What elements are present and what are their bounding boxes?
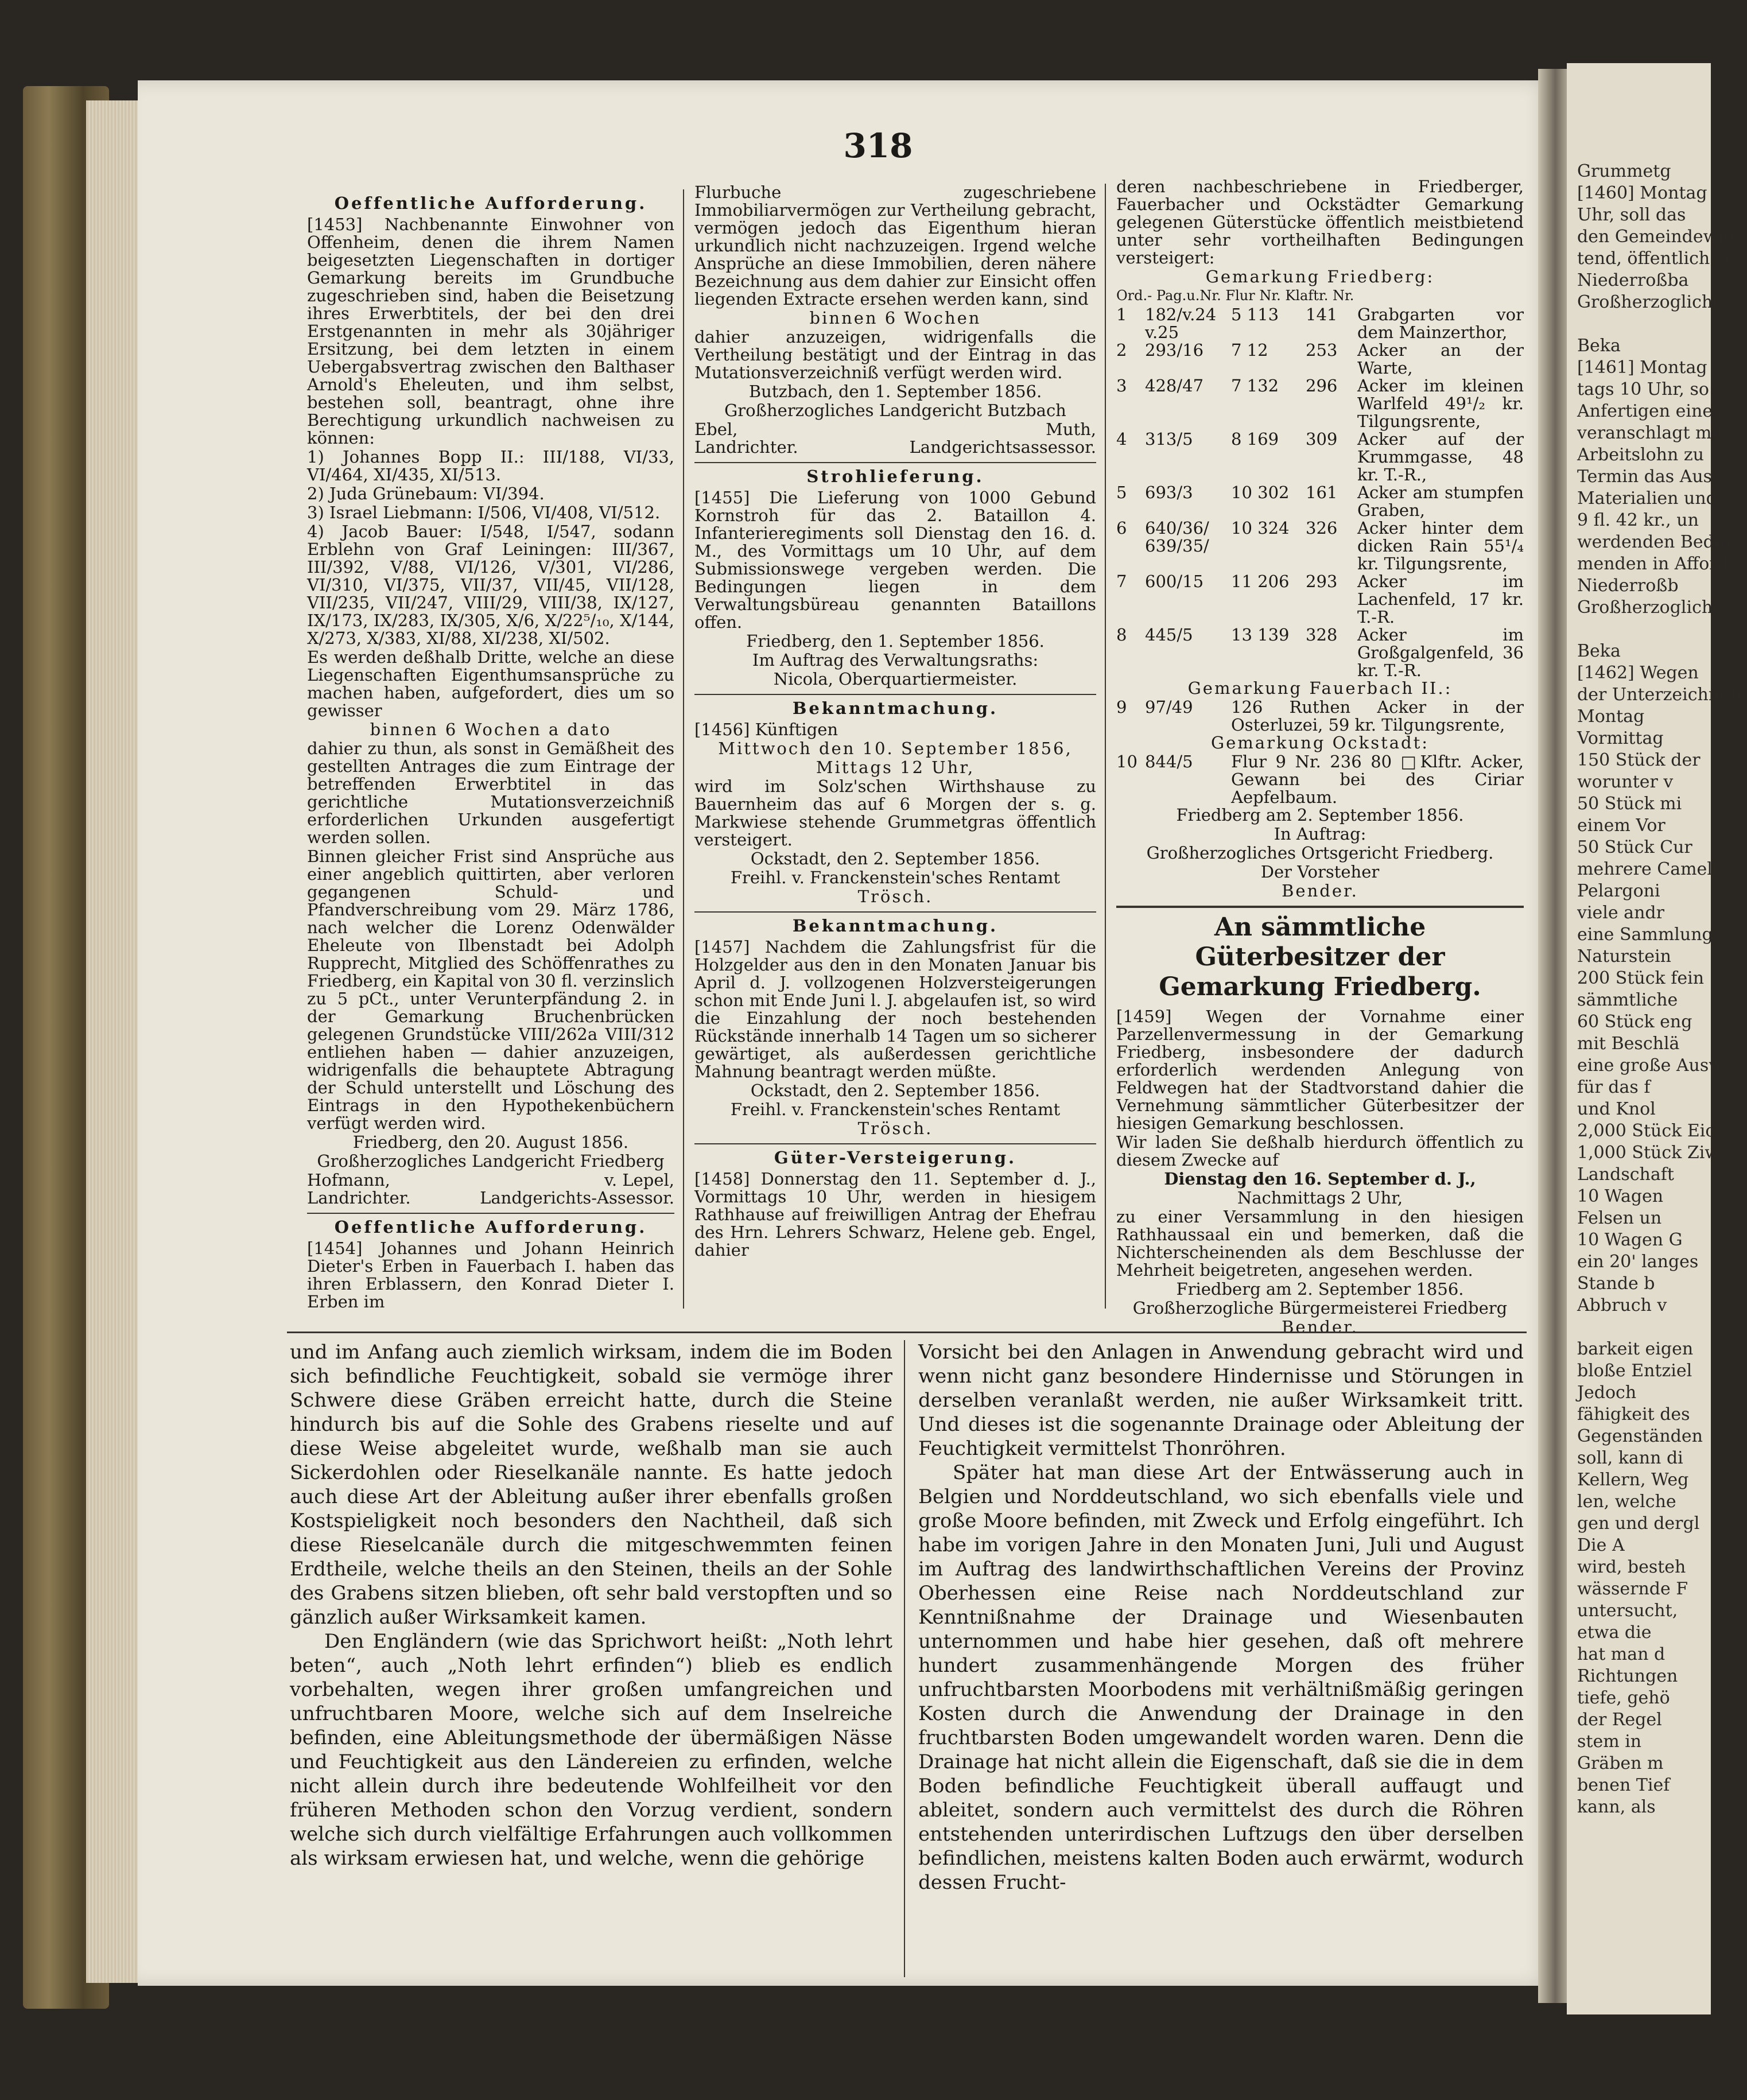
facing-page-line: Großherzogliche xyxy=(1577,597,1723,618)
parcel-nr: 10 xyxy=(1116,752,1138,771)
table-header: Ord.- Pag.u.Nr. Flur Nr. Klaftr. Nr. xyxy=(1116,288,1354,304)
parcel-klaftr: 309 xyxy=(1306,429,1338,449)
column-divider-2 xyxy=(1105,184,1106,1309)
notice-1456-d: wird im Solz'schen Wirthshause zu Bauernheim das auf 6 Morgen der s. g. Markwiese stehende Grummetgras öffentlich versteigert. xyxy=(694,777,1096,849)
parcel-desc: Acker im kleinen Warlfeld 49¹/₂ kr. Tilgungsrente, xyxy=(1357,376,1524,431)
facing-page-line: Beka xyxy=(1577,336,1621,356)
notice-1453-item-2: 2) Juda Grünebaum: VI/394. xyxy=(307,484,545,503)
parcel-flur: 13 139 xyxy=(1231,625,1290,645)
notice-1458-text: [1458] Donnerstag den 11. September d. J., Vormittags 10 Uhr, werden in hiesigem Rathhause auf freiwilligen Antrag der Ehefrau des Hrn. Lehrers Schwarz, Helene geb. Engel, dahier xyxy=(694,1169,1096,1260)
parcel-klaftr: 293 xyxy=(1306,572,1338,591)
facing-page-line: mehrere Camell xyxy=(1577,859,1718,879)
notice-1454-deadline: binnen 6 Wochen xyxy=(809,308,981,328)
facing-page-line: der Unterzeichnete xyxy=(1577,685,1747,705)
facing-page-line: werdenden Bedin xyxy=(1577,532,1731,552)
facing-page-line: Uhr, soll das xyxy=(1577,205,1686,225)
facing-page-line: Gräben m xyxy=(1577,1753,1664,1773)
title-assessor: Landgerichts-Assessor. xyxy=(480,1188,674,1208)
notice-1458-vorsteher: Der Vorsteher xyxy=(1260,862,1380,882)
notice-1459-signer: Bender. xyxy=(1282,1317,1358,1337)
section-divider xyxy=(287,1332,1527,1333)
parcel-row xyxy=(1116,377,1524,430)
column-2 xyxy=(694,184,1096,1309)
facing-page-line: 200 Stück fein xyxy=(1577,968,1705,988)
parcel-pag: 182/v.24 v.25 xyxy=(1145,305,1217,342)
facing-page-line: gen und dergl xyxy=(1577,1513,1700,1534)
notice-1456-date: Ockstadt, den 2. September 1856. xyxy=(750,849,1041,868)
facing-page-line: tiefe, gehö xyxy=(1577,1688,1670,1708)
parcel-klaftr: 253 xyxy=(1306,340,1338,360)
facing-page-line: viele andr xyxy=(1577,903,1664,923)
divider xyxy=(694,462,1096,463)
facing-page-line xyxy=(1567,619,1711,641)
notice-heading-1458: Güter-Versteigerung. xyxy=(774,1148,1017,1167)
facing-page-line: und Knol xyxy=(1577,1099,1656,1119)
parcel-flur: 11 206 xyxy=(1231,572,1290,591)
parcel-row-10 xyxy=(1116,753,1524,806)
notice-1454-court: Großherzogliches Landgericht Butzbach xyxy=(724,401,1066,420)
title-assessor-2: Landgerichtsassessor. xyxy=(909,437,1096,457)
facing-page-line: etwa die xyxy=(1577,1622,1652,1643)
parcel-pag: 600/15 xyxy=(1145,572,1204,591)
notice-1455-auftrag: Im Auftrag des Verwaltungsraths: xyxy=(752,650,1039,670)
parcel-pag: 844/5 xyxy=(1145,752,1193,771)
notice-1458-auftrag: In Auftrag: xyxy=(1274,824,1366,844)
facing-page-line: 150 Stück der xyxy=(1577,750,1701,770)
notice-1454-signatures xyxy=(694,421,1096,438)
parcel-desc: Acker an der Warte, xyxy=(1357,340,1524,378)
parcel-klaftr: 326 xyxy=(1306,518,1338,538)
notice-1456-a: [1456] Künftigen xyxy=(694,720,838,739)
parcel-pag: 313/5 xyxy=(1145,429,1193,449)
notice-heading-1455: Strohlieferung. xyxy=(806,467,984,486)
notice-1453-signatures xyxy=(307,1171,674,1189)
facing-page-line: eine große Ausw xyxy=(1577,1055,1723,1076)
facing-page-line: Pelargoni xyxy=(1577,881,1660,901)
column-3 xyxy=(1116,177,1524,1337)
facing-page-line: soll, kann di xyxy=(1577,1448,1683,1468)
parcel-flur: 10 302 xyxy=(1231,483,1290,502)
article-column-divider xyxy=(904,1340,905,1977)
facing-page-line: Materialien und xyxy=(1577,488,1717,508)
notice-1455-date: Friedberg, den 1. September 1856. xyxy=(746,631,1045,651)
notice-1453-titles xyxy=(307,1189,674,1207)
facing-page-line: 50 Stück Cur xyxy=(1577,837,1692,857)
facing-page-line: den Gemeindewie xyxy=(1577,227,1734,247)
facing-page-line: Richtungen xyxy=(1577,1666,1678,1686)
facing-page-line: Niederroßba xyxy=(1577,270,1689,290)
parcel-row xyxy=(1116,430,1524,484)
parcel-klaftr: 141 xyxy=(1306,305,1338,324)
facing-page-line: len, welche xyxy=(1577,1492,1676,1512)
notice-1453-deadline: binnen 6 Wochen a dato xyxy=(370,720,612,739)
parcel-flur: 8 169 xyxy=(1231,429,1279,449)
facing-page-line: Termin das Aus xyxy=(1577,467,1713,487)
article-paragraph-3: Vorsicht bei den Anlagen in Anwendung gebracht wird und wenn nicht ganz besondere Hindernisse und Störungen in derselben veranlaßt werden, nie außer Wirksamkeit tritt. Und dieses ist die sogenannte Drainage oder Ableitung der Feuchtigkeit vermittelst Thonröhren. xyxy=(918,1341,1524,1460)
facing-page-line: Kellern, Weg xyxy=(1577,1470,1689,1490)
facing-page-line: benen Tief xyxy=(1577,1775,1670,1795)
facing-page-line: für das f xyxy=(1577,1077,1651,1097)
parcel-row-9 xyxy=(1116,698,1524,734)
parcel-nr: 2 xyxy=(1116,340,1127,360)
facing-page-line: wässernde F xyxy=(1577,1579,1688,1599)
notice-1456-c: Mittags 12 Uhr, xyxy=(816,758,975,777)
divider xyxy=(694,1143,1096,1144)
article-paragraph-4: Später hat man diese Art der Entwässerung auch in Belgien und Norddeutschland, wo sich ebenfalls viele und große Moore befinden, mit Zweck und Erfolg eingeführt. Ich habe im vorigen Jahre in den Monaten Juni, Juli und August im Auftrag des landwirthschaftlichen Vereins der Provinz Oberhessen eine Reise nach Norddeutschland zur Kenntnißnahme der Drainage und Wiesenbauten unternommen und habe hier gesehen, daß oft mehrere hundert zusammenhängende Morgen des früher unfruchtbarsten Moorbodens mit verhältnißmäßig geringen Kosten durch die Anwendung der Drainage in den fruchtbarsten Boden umgewandelt worden waren. Denn die Drainage hat nicht allein die Eigenschaft, daß sie die in dem Boden befindliche Feuchtigkeit überall auffaugt und ableitet, sondern auch vermittelst des durch die Röhren entstehenden unterirdischen Luftzugs den über derselben befindlichen, meistens kalten Boden auch erwärmt, wodurch dessen Frucht- xyxy=(918,1461,1524,1894)
parcel-row xyxy=(1116,484,1524,519)
notice-1458-cont: deren nachbeschriebene in Friedberger, Fauerbacher und Ockstädter Gemarkung gelegenen Güterstücke öffentlich meistbietend unter sehr vortheilhaften Bedingungen versteigert: xyxy=(1116,177,1524,267)
parcel-pag: 445/5 xyxy=(1145,625,1193,645)
facing-page-line: bloße Entziel xyxy=(1577,1361,1692,1381)
parcel-row xyxy=(1116,626,1524,680)
divider xyxy=(1116,906,1524,908)
gemarkung-fauerbach: Gemarkung Fauerbach II.: xyxy=(1187,678,1453,698)
facing-page-line: Gegenständen xyxy=(1577,1426,1703,1446)
facing-page-line: Niederroßb xyxy=(1577,576,1679,596)
notice-heading-1456: Bekanntmachung. xyxy=(792,698,999,718)
facing-page-line: mit Beschlä xyxy=(1577,1034,1680,1054)
notice-1453-item-4: 4) Jacob Bauer: I/548, I/547, sodann Erblehn von Graf Leiningen: III/367, III/392, V/88, VI/126, V/301, VI/286, VI/310, VI/375, VII/37, VII/45, VII/128, VII/235, VII/247, VIII/29, VIII/38, IX/127, IX/173, IX/283, IX/305, X/6, X/22⁵/₁₀, X/144, X/273, X/383, XI/88, XI/238, XI/502. xyxy=(307,522,674,648)
parcel-flur: 7 132 xyxy=(1231,376,1279,395)
signer-hofmann: Hofmann, xyxy=(307,1170,390,1190)
parcel-klaftr: 296 xyxy=(1306,376,1338,395)
notice-1454-titles xyxy=(694,438,1096,456)
notice-1453-para3: Binnen gleicher Frist sind Ansprüche aus einer angeblich quittirten, aber verloren gegangenen Schuld- und Pfandverschreibung vom 29. März 1786, nach welcher die Lorenz Odenwälder Eheleute von Ilbenstadt bei Adolph Rupprecht, Mitglied des Schöffenrathes zu Friedberg, ein Kapital von 30 fl. verzinslich zu 5 pCt., unter Verunterpfändung 2. in der Gemarkung Bruchenbrücken gelegenen Grundstücke VIII/262a VIII/312 entliehen haben — dahier anzuzeigen, widrigenfalls die behauptete Abtragung der Schuld unterstellt und Löschung des Eintrags in den Hypothekenbüchern verfügt werden wird. xyxy=(307,847,674,1133)
gemarkung-ockstadt: Gemarkung Ockstadt: xyxy=(1210,733,1430,752)
notice-1454-cont: Flurbuche zugeschriebene Immobiliarvermögen zur Vertheilung gebracht, vermögen jedoch das Eigenthum hieran urkundlich nicht nachzuzeigen. Irgend welche Ansprüche an diese Immobilien, deren nähere Bezeichnung aus dem dahier zur Einsicht offen liegenden Extracte ersehen werden kann, sind xyxy=(694,183,1096,309)
parcel-row xyxy=(1116,519,1524,573)
parcel-flur: 7 12 xyxy=(1231,340,1268,360)
article-paragraph-1: und im Anfang auch ziemlich wirksam, indem die im Boden sich befindliche Feuchtigkeit, sobald sie vermöge ihrer Schwere diese Gräben erreicht hatte, durch die Steine hindurch bis auf die Sohle des Grabens rieselte und auf diese Weise abgeleitet wurde, weßhalb man sie auch Sickerdohlen oder Rieselkanäle nannte. Es hatte jedoch auch diese Art der Ableitung außer ihrer ebenfalls großen Kostspieligkeit noch besonders den Nachtheil, daß sich diese Rieselcanäle durch die mitgeschwemmten feinen Erdtheile, welche theils an den Steinen, theils an der Sohle des Grabens sitzen blieben, oft sehr bald verstopften und so gänzlich außer Wirksamkeit kamen. xyxy=(290,1341,892,1629)
parcel-nr: 8 xyxy=(1116,625,1127,645)
parcel-row xyxy=(1116,341,1524,377)
facing-page-line: 50 Stück mi xyxy=(1577,794,1682,814)
facing-page-line: fähigkeit des xyxy=(1577,1404,1690,1424)
facing-page-line: Beka xyxy=(1577,641,1621,661)
notice-1453-item-1: 1) Johannes Bopp II.: III/188, VI/33, VI/464, XI/435, XI/513. xyxy=(307,447,674,484)
facing-page-line: Stande b xyxy=(1577,1274,1655,1294)
notice-1459-time: Nachmittags 2 Uhr, xyxy=(1237,1188,1403,1208)
page-number: 318 xyxy=(843,126,913,165)
parcel-klaftr: 328 xyxy=(1306,625,1338,645)
facing-page-line: einem Vor xyxy=(1577,816,1666,836)
column-1 xyxy=(307,192,674,1311)
article-paragraph-2: Den Engländern (wie das Sprichwort heißt: „Noth lehrt beten“, auch „Noth lehrt erfinden“) blieb es endlich vorbehalten, wegen ihrer großen umfangreichen und unfruchtbaren Moore, welche sich auf dem Inselreiche befinden, eine Ableitungsmethode der übermäßigen Nässe und Feuchtigkeit aus den Ländereien zu erfinden, welche nicht allein durch ihre bedeutende Wohlfeilheit vor den früheren Methoden schon den Vorzug verdient, sondern welche sich durch vielfältige Erfahrungen auch vollkommen als wirksam erwiesen hat, und welche, wenn die gehörige xyxy=(290,1630,892,1870)
parcel-klaftr: 161 xyxy=(1306,483,1338,502)
notice-1458-signer: Bender. xyxy=(1282,881,1358,900)
notice-1454-text: [1454] Johannes und Johann Heinrich Dieter's Erben in Fauerbach I. haben das ihren Erblassern, den Konrad Dieter I. Erben im xyxy=(307,1239,674,1311)
facing-page-line xyxy=(1567,313,1711,335)
facing-page-line: 10 Wagen xyxy=(1577,1186,1664,1206)
facing-page-line: Großherzogliche xyxy=(1577,292,1723,312)
notice-1457-date: Ockstadt, den 2. September 1856. xyxy=(750,1081,1041,1100)
parcel-pag: 97/49 xyxy=(1145,697,1193,717)
notice-1453-para: Es werden deßhalb Dritte, welche an diese Liegenschaften Eigenthumsansprüche zu machen haben, aufgefordert, dies um so gewisser xyxy=(307,647,674,720)
parcel-pag: 693/3 xyxy=(1145,483,1193,502)
facing-page-line: tags 10 Uhr, so xyxy=(1577,379,1709,399)
facing-page xyxy=(1567,63,1747,2014)
gemarkung-friedberg: Gemarkung Friedberg: xyxy=(1205,267,1435,286)
facing-page-line: stem in xyxy=(1577,1732,1642,1752)
notice-heading-1459: An sämmtliche Güterbesitzer der Gemarkung Friedberg. xyxy=(1159,913,1481,1002)
facing-page-line: Abbruch v xyxy=(1577,1295,1667,1315)
parcel-desc: Acker am stumpfen Graben, xyxy=(1357,483,1524,520)
title-landrichter: Landrichter. xyxy=(307,1188,411,1208)
notice-1458-ortsgericht: Großherzogliches Ortsgericht Friedberg. xyxy=(1146,843,1494,863)
parcel-desc: 126 Ruthen Acker in der Osterluzei, 59 kr. Tilgungsrente, xyxy=(1231,697,1524,735)
parcel-row xyxy=(1116,573,1524,626)
facing-page-line: Felsen un xyxy=(1577,1208,1662,1228)
facing-page-line: Landschaft xyxy=(1577,1164,1674,1185)
parcel-pag: 293/16 xyxy=(1145,340,1204,360)
facing-page-line: kann, als xyxy=(1577,1797,1656,1817)
facing-page-line: 1,000 Stück Ziw xyxy=(1577,1143,1719,1163)
article-right-column xyxy=(918,1340,1524,1977)
facing-page-line: 10 Wagen G xyxy=(1577,1230,1683,1250)
signer-ebel: Ebel, xyxy=(694,420,738,439)
article-left-column xyxy=(290,1340,892,1977)
notice-1458-date: Friedberg am 2. September 1856. xyxy=(1176,805,1464,825)
facing-page-line: veranschlagt mit xyxy=(1577,423,1725,443)
notice-1457-signer: Trösch. xyxy=(857,1119,933,1138)
facing-page-line: eine Sammlung xyxy=(1577,925,1713,945)
parcel-nr: 9 xyxy=(1116,697,1127,717)
parcel-desc: Acker auf der Krummgasse, 48 kr. T.-R., xyxy=(1357,429,1524,484)
parcel-nr: 5 xyxy=(1116,483,1127,502)
parcel-row xyxy=(1116,306,1524,341)
notice-heading-1453: Oeffentliche Aufforderung. xyxy=(334,193,647,213)
notice-heading-1454: Oeffentliche Aufforderung. xyxy=(334,1217,647,1237)
notice-1457-text: [1457] Nachdem die Zahlungsfrist für die Holzgelder aus den in den Monaten Januar bis April d. J. vollzogenen Holzversteigerungen schon mit Ende Juni l. J. abgelaufen ist, so wird die Einzahlung der noch bestehenden Rückstände innerhalb 14 Tagen um so sicherer gewärtiget, als außerdessen gerichtliche Mahnung beantragt werden müßte. xyxy=(694,937,1096,1081)
notice-1453-court: Großherzogliches Landgericht Friedberg xyxy=(317,1151,665,1171)
facing-page-line: hat man d xyxy=(1577,1644,1666,1664)
notice-1456-signer: Trösch. xyxy=(857,887,933,906)
parcel-desc: Acker hinter dem dicken Rain 55¹/₄ kr. Tilgungsrente, xyxy=(1357,518,1524,573)
divider xyxy=(307,1213,674,1214)
facing-page-line: [1461] Montag xyxy=(1577,358,1707,378)
facing-page-line: Naturstein xyxy=(1577,946,1671,966)
notice-1454-cont2: dahier anzuzeigen, widrigenfalls die Vertheilung bestätigt und der Eintrag in das Mutationsverzeichniß verfügt werden wird. xyxy=(694,327,1096,382)
parcel-nr: 1 xyxy=(1116,305,1127,324)
notice-1455-text: [1455] Die Lieferung von 1000 Gebund Kornstroh für das 2. Bataillon 4. Infanterieregiments soll Dienstag den 16. d. M., des Vormittags um 10 Uhr, auf dem Submissionswege vergeben werden. Die Bedingungen liegen in dem Verwaltungsbüreau genannten Bataillons offen. xyxy=(694,488,1096,632)
facing-page-line: sämmtliche xyxy=(1577,990,1678,1010)
facing-page-line: worunter v xyxy=(1577,772,1674,792)
parcel-nr: 4 xyxy=(1116,429,1127,449)
parcel-pag: 640/36/ 639/35/ xyxy=(1145,518,1209,556)
notice-1453-text: [1453] Nachbenannte Einwohner von Offenheim, denen die ihrem Namen beigesetzten Liegenschaften in dortiger Gemarkung bereits im Grundbuche zugeschrieben sind, haben die Beisetzung ihres Erwerbtitels, der bei den drei Erstgenannten in mehr als 30jähriger Ersitzung, bei dem letzten in einem Uebergabsvertrag zwischen den Balthaser Arnold's Eheleuten, und ihm selbst, bestehen soll, beantragt, ohne ihre Berechtigung urkundlich nachweisen zu können: xyxy=(307,215,674,448)
notice-1459-date-bold: Dienstag den 16. September d. J., xyxy=(1164,1169,1476,1189)
facing-page-line: 60 Stück eng xyxy=(1577,1012,1692,1032)
signer-muth: Muth, xyxy=(1046,420,1096,439)
facing-page-line: Vormittag xyxy=(1577,728,1664,748)
facing-page-line: der Regel xyxy=(1577,1710,1662,1730)
parcel-table xyxy=(1116,306,1524,680)
signer-lepel: v. Lepel, xyxy=(604,1170,674,1190)
notice-1453-item-3: 3) Israel Liebmann: I/506, VI/408, VI/512. xyxy=(307,503,661,522)
facing-page-line xyxy=(1567,1317,1711,1338)
parcel-pag: 428/47 xyxy=(1145,376,1204,395)
title-landrichter-2: Landrichter. xyxy=(694,437,798,457)
divider xyxy=(694,694,1096,695)
parcel-nr: 3 xyxy=(1116,376,1127,395)
facing-page-line: tend, öffentlich ve xyxy=(1577,249,1736,269)
parcel-desc: Grabgarten vor dem Mainzerthor, xyxy=(1357,305,1524,342)
notice-1453-para2: dahier zu thun, als sonst in Gemäßheit des gestellten Antrages die zum Eintrage der betreffenden Erwerbtitel in das gerichtliche Mutationsverzeichniß erforderlichen Urkunden ausgefertigt werden sollen. xyxy=(307,739,674,847)
notice-1456-b: Mittwoch den 10. September 1856, xyxy=(718,739,1073,758)
parcel-desc: Flur 9 Nr. 236 80 □Klftr. Acker, Gewann bei des Ciriar Aepfelbaum. xyxy=(1231,752,1524,807)
notice-1455-signer: Nicola, Oberquartiermeister. xyxy=(773,669,1018,689)
facing-page-line: Die A xyxy=(1577,1535,1625,1555)
divider xyxy=(694,911,1096,913)
facing-page-line: Anfertigen eines xyxy=(1577,401,1722,421)
facing-page-line: Arbeitslohn zu xyxy=(1577,445,1704,465)
notice-1456-rentamt: Freihl. v. Franckenstein'sches Rentamt xyxy=(730,868,1061,887)
facing-page-line: Montag xyxy=(1577,707,1645,727)
notice-1459-office: Großherzogliche Bürgermeisterei Friedberg xyxy=(1132,1298,1508,1318)
parcel-flur: 10 324 xyxy=(1231,518,1290,538)
parcel-desc: Acker im Lachenfeld, 17 kr. T.-R. xyxy=(1357,572,1524,627)
facing-page-line: 9 fl. 42 kr., un xyxy=(1577,510,1699,530)
notice-heading-1457: Bekanntmachung. xyxy=(792,916,999,936)
notice-1459-text3: zu einer Versammlung in den hiesigen Rathhaussaal ein und bemerken, daß die Nichterscheinenden als dem Beschlusse der Mehrheit beigetreten, angesehen werden. xyxy=(1116,1207,1524,1280)
column-divider-1 xyxy=(683,189,684,1309)
parcel-desc: Acker im Großgalgenfeld, 36 kr. T.-R. xyxy=(1357,625,1524,680)
parcel-nr: 6 xyxy=(1116,518,1127,538)
parcel-nr: 7 xyxy=(1116,572,1127,591)
facing-page-line: barkeit eigen xyxy=(1577,1339,1694,1359)
facing-page-line: [1460] Montag xyxy=(1577,183,1707,203)
facing-page-line: wird, besteh xyxy=(1577,1557,1686,1577)
facing-page-line: untersucht, xyxy=(1577,1601,1678,1621)
notice-1453-date: Friedberg, den 20. August 1856. xyxy=(352,1132,629,1152)
notice-1457-rentamt: Freihl. v. Franckenstein'sches Rentamt xyxy=(730,1100,1061,1119)
facing-page-line: menden in Afford xyxy=(1577,554,1729,574)
facing-page-text xyxy=(1567,63,1747,1818)
facing-page-line: 2,000 Stück Eic xyxy=(1577,1121,1715,1141)
notice-1459-date: Friedberg am 2. September 1856. xyxy=(1176,1279,1464,1299)
notice-1459-text: [1459] Wegen der Vornahme einer Parzellenvermessung in der Gemarkung Friedberg, insbesondere der dadurch erforderlich werdenden Anlegung von Feldwegen hat der Stadtvorstand dahier die Vernehmung sämmtlicher Güterbesitzer der hiesigen Gemarkung beschlossen. xyxy=(1116,1007,1524,1133)
facing-page-line: [1462] Wegen xyxy=(1577,663,1699,683)
notice-1454-date: Butzbach, den 1. September 1856. xyxy=(748,382,1042,401)
facing-page-line: Grummetg xyxy=(1577,161,1671,181)
notice-1459-text2: Wir laden Sie deßhalb hierdurch öffentlich zu diesem Zwecke auf xyxy=(1116,1132,1524,1170)
parcel-flur: 5 113 xyxy=(1231,305,1279,324)
facing-page-line: ein 20' langes xyxy=(1577,1252,1699,1272)
facing-page-line: Jedoch xyxy=(1577,1383,1637,1403)
